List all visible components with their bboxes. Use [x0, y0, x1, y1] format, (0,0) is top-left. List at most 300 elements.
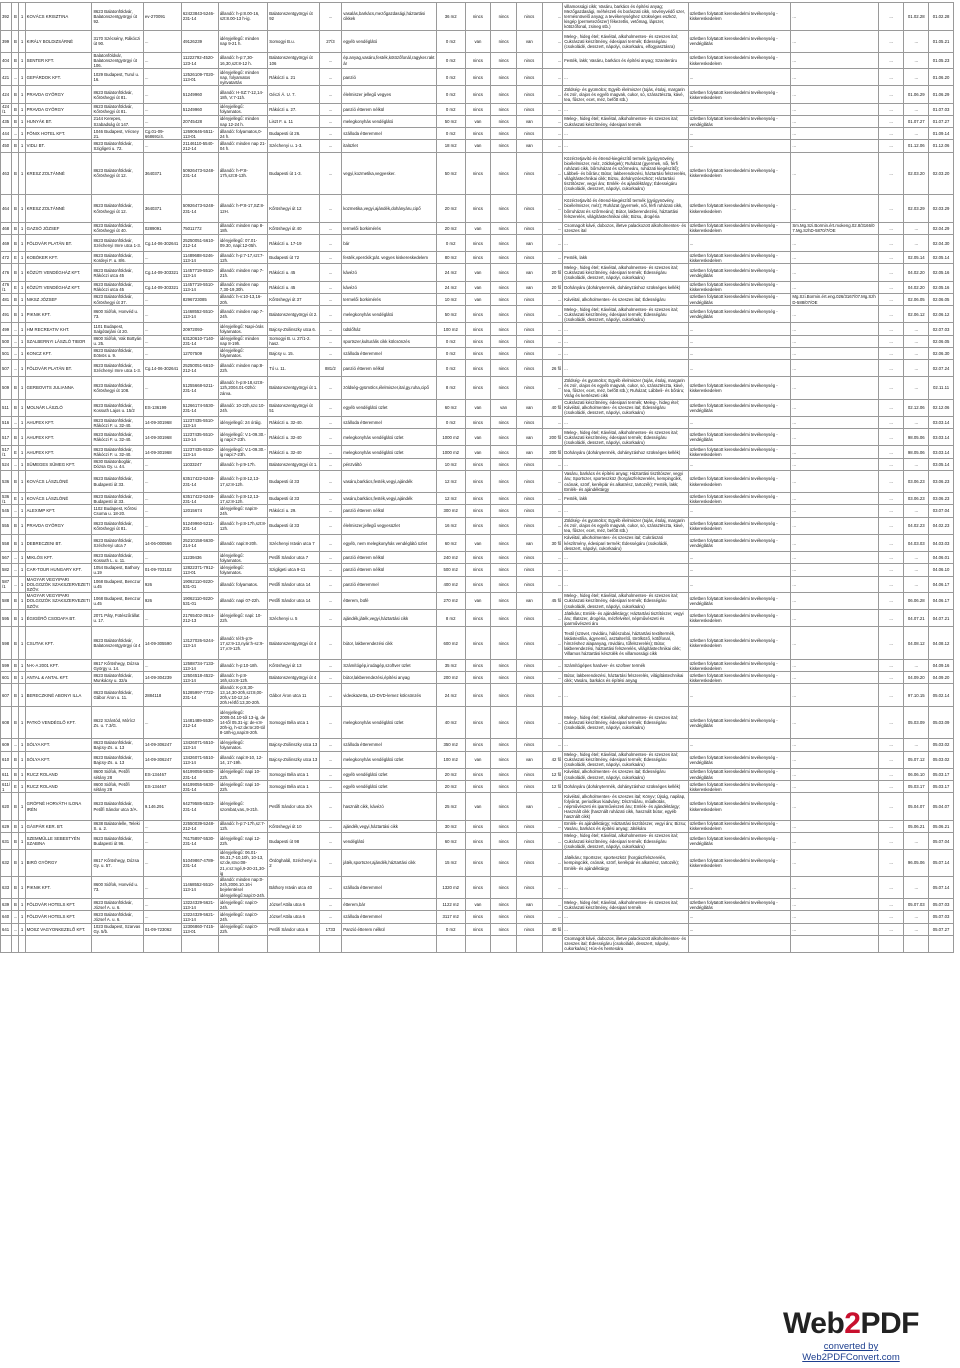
- cell-type: ...: [12, 564, 19, 576]
- cell-reg-no: 607: [1, 684, 12, 706]
- cell-trader-name: GEPÁRDOK KFT.: [25, 69, 92, 86]
- cell-shop-address: Balatonszentgyörgyi út 2.: [268, 306, 319, 323]
- cell-alcohol: van: [465, 222, 491, 234]
- cell-product-list: Kávéital, alkoholmentes- és szeszes ital; Édességáru: [563, 293, 688, 305]
- cell-trader-name: KONCZ KFT.: [25, 347, 92, 359]
- cell-opening-hours: [218, 935, 267, 952]
- cell-trader-name: DEBRECZENI BT.: [25, 534, 92, 551]
- cell-type: ...: [12, 576, 19, 592]
- cell-activity-type: üzletben folytatott kereskedelmi tevékenység - kiskereskedelem: [688, 222, 791, 234]
- cell-music: nincs: [491, 517, 517, 534]
- cell-count: 1: [19, 264, 25, 281]
- cell-type: ...: [12, 458, 19, 470]
- cell-area: 50 m2: [436, 152, 465, 195]
- cell-alcohol: nincs: [465, 69, 491, 86]
- cell-games: nincs: [516, 152, 542, 195]
- cell-opening-hours: állandó: minden nap 7,30-19,30h.: [218, 281, 267, 293]
- cell-shop-address: Rákóczi u. 17-19: [268, 235, 319, 252]
- cell-area: 240 m2: [436, 552, 465, 564]
- cell-count: 1: [19, 739, 25, 751]
- cell-trader-name: SÜMEGES SÜMEG KFT.: [25, 458, 92, 470]
- cell-product-list: Játékáru; Emlék- és ajándéktárgy; Háztartási tisztítószer, vegyi áru; Illatszer, drogéria, mézfelvétel, népművészeti és iparművészeti áru: [563, 610, 688, 627]
- cell-date-registered: 02.05.14: [929, 252, 954, 264]
- cell-music: nincs: [491, 103, 517, 115]
- table-row: [1, 672, 954, 684]
- cell-games: nincs: [516, 417, 542, 429]
- cell-trader-name: NIKSZ JÓZSEF: [25, 293, 92, 305]
- cell-music: nincs: [491, 3, 517, 31]
- cell-reg-no: 463: [1, 152, 12, 195]
- cell-lot-no: ...: [319, 911, 342, 923]
- cell-games: van: [516, 30, 542, 52]
- cell-tax-no: [181, 935, 218, 952]
- cell-count: 1: [19, 672, 25, 684]
- cell-shop-type: vasáru,barkács,festék,vegyi,ajándék: [342, 470, 437, 492]
- cell-type: B: [12, 140, 19, 152]
- cell-count: 1: [19, 534, 25, 551]
- cell-reg-no: 435: [1, 115, 12, 127]
- cell-opening-hours: állandó: h-p:7-17h,sz:7-12h.: [218, 820, 267, 832]
- table-row: [1, 832, 954, 849]
- table-row: [1, 399, 954, 416]
- cell-date-registered: 04.06.10: [929, 564, 954, 576]
- cell-area: 10 m2: [436, 458, 465, 470]
- cell-reg-no: 610: [1, 751, 12, 768]
- cell-seats: ...: [542, 252, 563, 264]
- cell-games: nincs: [516, 347, 542, 359]
- table-row: [1, 534, 954, 551]
- cell-music: nincs: [491, 140, 517, 152]
- table-row: [1, 564, 954, 576]
- cell-reg-no: 609: [1, 739, 12, 751]
- cell-date-modified: 05.03.09: [904, 706, 929, 739]
- cell-tax-no: 12526109-7020-113-01: [181, 69, 218, 86]
- cell-shop-address: Bajcsy-Zsilinszky utca 13: [268, 751, 319, 768]
- cell-date-modified: ...: [904, 335, 929, 347]
- cell-misc: ...: [878, 128, 904, 140]
- table-row: [1, 446, 954, 458]
- cell-opening-hours: idényjellegű: napi:8-24h.: [218, 505, 267, 517]
- cell-music: nincs: [491, 323, 517, 335]
- cell-permit: ...: [791, 115, 878, 127]
- cell-opening-hours: idényjellegű: napi 10-22h.: [218, 781, 267, 793]
- cell-reg-id: 0289091: [143, 222, 181, 234]
- cell-area: 1000 m2: [436, 429, 465, 446]
- cell-activity-type: üzletben folytatott kereskedelmi tevékenység - kiskereskedelem: [688, 252, 791, 264]
- cell-permit: ...: [791, 592, 878, 609]
- cell-reg-id: 14-06-000566: [143, 534, 181, 551]
- cell-permit: ...: [791, 377, 878, 399]
- cell-date-modified: 02.06.05: [904, 293, 929, 305]
- cell-tax-no: 51285997-7722-231-14: [181, 684, 218, 706]
- cell-opening-hours: idényjellegű: folyamatos.: [218, 739, 267, 751]
- cell-reg-id: ...: [143, 911, 181, 923]
- cell-product-list: ...: [563, 69, 688, 86]
- cell-seats: ...: [542, 564, 563, 576]
- cell-tax-no: 11468552-5510-113-14: [181, 876, 218, 898]
- cell-misc: ...: [878, 660, 904, 672]
- cell-alcohol: nincs: [465, 781, 491, 793]
- cell-reg-id: 14-09-301968: [143, 446, 181, 458]
- cell-product-list: Csomagolt kávé, dobozos, illetve palackozott alkoholmentes- és szeszes ital; Édességáru (csokoládé, desszert, nápolyi, cukorkaáru); Hús-és hentesáru: [563, 935, 688, 952]
- cell-opening-hours: idényjellegű: minden nap 9-21 h.: [218, 30, 267, 52]
- cell-lot-no: ...: [319, 235, 342, 252]
- cell-activity-type: üzletben folytatott kereskedelmi tevékenység - kiskereskedelem: [688, 793, 791, 821]
- cell-alcohol: nincs: [465, 417, 491, 429]
- cell-reg-id: ...: [143, 552, 181, 564]
- cell-reg-no: 516: [1, 417, 12, 429]
- cell-tax-no: 64279585-5523-231-14: [181, 793, 218, 821]
- cell-activity-type: üzletben folytatott kereskedelmi tevékenység - vendéglátás: [688, 768, 791, 780]
- cell-tax-no: 13224329-5621-113-14: [181, 911, 218, 923]
- cell-misc: ...: [878, 751, 904, 768]
- cell-trader-address: 8623 Balatonföldvár, Bajcsy-Zs. u. 13: [92, 751, 143, 768]
- cell-alcohol: van: [465, 30, 491, 52]
- cell-count: 1: [19, 52, 25, 68]
- cell-permit: ...: [791, 347, 878, 359]
- cell-music: nincs: [491, 751, 517, 768]
- cell-date-registered: 01.06.29: [929, 86, 954, 103]
- cell-music: nincs: [491, 429, 517, 446]
- cell-shop-type: bútor, lakberendezési cikk: [342, 627, 437, 660]
- cell-shop-address: Balatonszentgyörgyi út 1.: [268, 458, 319, 470]
- cell-activity-type: üzletben folytatott kereskedelmi tevékenység - vendéglátás: [688, 115, 791, 127]
- cell-reg-no: 392: [1, 3, 12, 31]
- cell-reg-id: ...: [143, 470, 181, 492]
- cell-music: nincs: [491, 876, 517, 898]
- cell-type: B: [12, 377, 19, 399]
- cell-product-list: Meleg-, hideg étel; Kávéital, alkoholmentes- és szeszes ital; Cukrászati készítmény, édesipari termék; Édességáru (csokoládé, desszert, nápolyi, cukorkaáru): [563, 264, 688, 281]
- cell-misc: ...: [878, 429, 904, 446]
- cell-music: nincs: [491, 417, 517, 429]
- cell-lot-no: ...: [319, 140, 342, 152]
- cell-shop-address: [268, 935, 319, 952]
- cell-area: 16 m2: [436, 517, 465, 534]
- table-row: [1, 660, 954, 672]
- cell-date-modified: 04.02.20: [904, 264, 929, 281]
- cell-opening-hours: állandó: K-p:8,30-13,14,30-20h,szt:8,00-20h,v:10-12,14-20h.Hétfő:13,30-20h.: [218, 684, 267, 706]
- cell-count: 1: [19, 552, 25, 564]
- cell-type: B: [12, 534, 19, 551]
- cell-alcohol: nincs: [465, 876, 491, 898]
- cell-shop-address: Rákóczi u. 29.: [268, 505, 319, 517]
- cell-reg-no: 476: [1, 264, 12, 281]
- table-row: [1, 493, 954, 505]
- cell-alcohol: nincs: [465, 3, 491, 31]
- cell-activity-type: üzletben folytatott kereskedelmi tevékenység - kiskereskedelem: [688, 52, 791, 68]
- cell-type: B: [12, 399, 19, 416]
- cell-tax-no: 25210158-5630-214-14: [181, 534, 218, 551]
- cell-type: B: [12, 751, 19, 768]
- cell-shop-address: Kőröshegyi út 12: [268, 195, 319, 223]
- cell-shop-type: szálloda étteremmel: [342, 876, 437, 898]
- table-row: [1, 592, 954, 609]
- table-row: [1, 69, 954, 86]
- cell-lot-no: ...: [319, 306, 342, 323]
- cell-date-registered: 03.06.23: [929, 470, 954, 492]
- cell-shop-address: Ördöghalál, Széchenyi u. 2: [268, 850, 319, 876]
- cell-shop-address: Széchenyi u. 5: [268, 610, 319, 627]
- cell-reg-no: 517/1: [1, 446, 12, 458]
- cell-product-list: Játékáru; Sportszer, sporteszköz (horgászfelszerelés, kempingcikk, csónak, szörf, kerékpár és alkatrész, tartozék); Emlék- és ajándéktárgy: [563, 850, 688, 876]
- cell-tax-no: 63120610-7140-231-14: [181, 335, 218, 347]
- cell-date-modified: ...: [904, 923, 929, 935]
- cell-reg-id: [143, 935, 181, 952]
- cell-permit: ...: [791, 832, 878, 849]
- cell-reg-id: 14-09-301968: [143, 429, 181, 446]
- cell-lot-no: ...: [319, 768, 342, 780]
- cell-shop-address: Balatonszentgyörgyi út 1.: [268, 377, 319, 399]
- cell-lot-no: ...: [319, 899, 342, 911]
- cell-seats: 30 fő: [542, 534, 563, 551]
- cell-reg-no: 464: [1, 195, 12, 223]
- cell-count: 1: [19, 505, 25, 517]
- cell-activity-type: üzletben folytatott kereskedelmi tevékenység - kiskereskedelem: [688, 672, 791, 684]
- cell-reg-no: 536: [1, 470, 12, 492]
- cell-reg-no: 608: [1, 706, 12, 739]
- cell-product-list: Dohányáru (dohánytermék, dohányzáshoz szükséges kellék): [563, 781, 688, 793]
- cell-reg-no: 481: [1, 293, 12, 305]
- cell-games: nincs: [516, 86, 542, 103]
- cell-area: 8 m2: [436, 377, 465, 399]
- cell-type: [12, 935, 19, 952]
- cell-reg-id: ...: [143, 140, 181, 152]
- cell-permit: ...: [791, 576, 878, 592]
- table-row: [1, 30, 954, 52]
- cell-reg-id: ...: [143, 115, 181, 127]
- cell-activity-type: üzletben folytatott kereskedelmi tevékenység - vendéglátás: [688, 264, 791, 281]
- cell-alcohol: van: [465, 534, 491, 551]
- cell-tax-no: 51255668-5211-231-14: [181, 377, 218, 399]
- cell-alcohol: van: [465, 264, 491, 281]
- cell-permit: ...: [791, 195, 878, 223]
- cell-count: 1: [19, 103, 25, 115]
- cell-activity-type: ...: [688, 128, 791, 140]
- cell-product-list: ...: [563, 417, 688, 429]
- cell-reg-id: ...: [143, 610, 181, 627]
- cell-type: ...: [12, 360, 19, 377]
- cell-alcohol: nincs: [465, 152, 491, 195]
- cell-trader-address: 8623 Balatonföldvár, Kőröshegyi út 108.: [92, 377, 143, 399]
- web2pdf-logo[interactable]: [776, 1307, 926, 1363]
- cell-seats: ...: [542, 706, 563, 739]
- cell-date-modified: ...: [904, 52, 929, 68]
- cell-reg-no: 499: [1, 323, 12, 335]
- table-row: [1, 576, 954, 592]
- cell-permit: ...: [791, 610, 878, 627]
- cell-permit: ...: [791, 505, 878, 517]
- cell-trader-address: 8623 Balatonföldvár, Rákóczi F. u. 32-40.: [92, 429, 143, 446]
- cell-lot-no: ...: [319, 399, 342, 416]
- cell-count: 1: [19, 820, 25, 832]
- cell-date-registered: 05.06.21: [929, 820, 954, 832]
- cell-trader-address: 8623 Balatonföldvár, Kőröshegyi út 37.: [92, 293, 143, 305]
- cell-trader-name: SZEMMÜLLE SEBESTYÉN SZABINA: [25, 832, 92, 849]
- cell-opening-hours: állandó: H-SZ:7-12,14-18h, V:7-11h.: [218, 86, 267, 103]
- cell-trader-address: 2071 Páty, Fütészőrállat u. 17.: [92, 610, 143, 627]
- cell-count: 1: [19, 222, 25, 234]
- table-row: [1, 222, 954, 234]
- cell-reg-id: ...: [143, 876, 181, 898]
- cell-shop-address: Somogyi B.u.: [268, 30, 319, 52]
- cell-count: 1: [19, 252, 25, 264]
- cell-type: B: [12, 306, 19, 323]
- cell-area: 24 m2: [436, 264, 465, 281]
- cell-lot-no: ...: [319, 660, 342, 672]
- cell-music: nincs: [491, 793, 517, 821]
- cell-type: ...: [12, 347, 19, 359]
- table-row: [1, 935, 954, 952]
- cell-date-registered: 04.07.21: [929, 610, 954, 627]
- cell-reg-id: 01-09-703102: [143, 564, 181, 576]
- cell-music: nincs: [491, 610, 517, 627]
- cell-date-registered: 03.03.14: [929, 446, 954, 458]
- cell-misc: ...: [878, 781, 904, 793]
- cell-games: nincs: [516, 832, 542, 849]
- cell-activity-type: üzletben folytatott kereskedelmi tevékenység - kiskereskedelem: [688, 493, 791, 505]
- cell-trader-name: AHUFEX KFT.: [25, 417, 92, 429]
- cell-seats: ...: [542, 152, 563, 195]
- cell-opening-hours: állandó: h-p:8-16h,szo:8-12h.: [218, 672, 267, 684]
- cell-permit: ...: [791, 458, 878, 470]
- cell-date-registered: 03.06.23: [929, 493, 954, 505]
- cell-trader-address: 8623 Balatonföldvár, Kossuth Lajos u. 15/2: [92, 399, 143, 416]
- cell-date-modified: 04.09.20: [904, 672, 929, 684]
- cell-reg-no: 536/1: [1, 493, 12, 505]
- cell-shop-type: szálloda étteremmel: [342, 128, 437, 140]
- table-row: [1, 552, 954, 564]
- cell-misc: ...: [878, 264, 904, 281]
- cell-product-list: Cukrászati készítmény, édesipari termék; Meleg-, hideg étel; Kávéital, alkoholmentes- és szeszes ital; Édességáru (csokoládé, desszert, nápolyi, cukorkaáru): [563, 399, 688, 416]
- cell-activity-type: ...: [688, 417, 791, 429]
- cell-type: B: [12, 820, 19, 832]
- cell-date-registered: 02.06.05: [929, 293, 954, 305]
- cell-shop-address: Budapesti út 33: [268, 470, 319, 492]
- cell-count: 1: [19, 323, 25, 335]
- cell-misc: ...: [878, 911, 904, 923]
- cell-alcohol: nincs: [465, 195, 491, 223]
- cell-reg-id: Cg.14-09-303321: [143, 281, 181, 293]
- cell-count: 1: [19, 899, 25, 911]
- cell-date-modified: ...: [904, 103, 929, 115]
- cell-shop-type: [342, 935, 437, 952]
- cell-count: 1: [19, 399, 25, 416]
- cell-date-modified: 06.06.10: [904, 768, 929, 780]
- cell-type: ...: [12, 923, 19, 935]
- cell-lot-no: ...: [319, 781, 342, 793]
- cell-area: 100 m2: [436, 751, 465, 768]
- cell-shop-address: Petőfi Sándor utca 3/A: [268, 793, 319, 821]
- cell-permit: ...: [791, 768, 878, 780]
- cell-misc: ...: [878, 306, 904, 323]
- cell-reg-id: ...: [143, 323, 181, 335]
- cell-trader-address: 8623 Balatonföldvár, József A. u. 6.: [92, 899, 143, 911]
- cell-games: van: [516, 399, 542, 416]
- cell-count: 1: [19, 335, 25, 347]
- cell-trader-name: CSUTAK KFT.: [25, 627, 92, 660]
- cell-seats: ...: [542, 306, 563, 323]
- cell-reg-no: 469: [1, 235, 12, 252]
- cell-misc: ...: [878, 446, 904, 458]
- cell-lot-no: ...: [319, 832, 342, 849]
- cell-shop-address: Tó u. 11.: [268, 360, 319, 377]
- cell-product-list: villamossági cikk; Vasáru, barkács és építési anyag; Mezőgazdasági, méhészeti és borászati cikk, növényvédő szer, termésnövelő anyag; a tevékenységhez szükséges eszköz, kisgép (permetezőszer) fékezetlis, vetőmag, lápszer, kötözőfonal, zsineg stb.): [563, 3, 688, 31]
- cell-opening-hours: állandó: h-p:8.00-16, szt:8.00-13 h-ig.: [218, 3, 267, 31]
- cell-trader-address: 8623 Balatonföldvár, Balatonszentgyörgyi út 4: [92, 627, 143, 660]
- cell-permit: ...: [791, 820, 878, 832]
- table-row: [1, 347, 954, 359]
- cell-shop-type: ajándék,játék,vegyi,háztartási cikk: [342, 610, 437, 627]
- cell-reg-no: 595: [1, 610, 12, 627]
- table-row: [1, 417, 954, 429]
- cell-music: nincs: [491, 564, 517, 576]
- cell-trader-name: KIRÁLY BOLDIZSÁRNÉ: [25, 30, 92, 52]
- cell-tax-no: 11237435-5510-113-14: [181, 417, 218, 429]
- cell-lot-no: ...: [319, 323, 342, 335]
- cell-area: 0 m2: [436, 128, 465, 140]
- cell-trader-name: KOVÁCS LÁSZLÓNÉ: [25, 493, 92, 505]
- cell-trader-name: KÖZÚTI VENDÉGHÁZ KFT.: [25, 264, 92, 281]
- cell-trader-address: 8600 Siófok, Honvéd u. 73.: [92, 306, 143, 323]
- cell-opening-hours: idényjellegű: 24 óráig.: [218, 417, 267, 429]
- converted-by-link[interactable]: converted by Web2PDFConvert.com: [802, 1341, 900, 1363]
- cell-reg-no: 500: [1, 335, 12, 347]
- cell-area: 80 m2: [436, 252, 465, 264]
- cell-trader-address: 8617 Kőröshegy, Dózsa György u. 14.: [92, 660, 143, 672]
- cell-reg-no: 545: [1, 505, 12, 517]
- cell-permit: ...: [791, 281, 878, 293]
- cell-area: 50 m2: [436, 306, 465, 323]
- cell-date-modified: 04.08.12: [904, 627, 929, 660]
- cell-area: 1122 m2: [436, 899, 465, 911]
- cell-reg-id: ...: [143, 347, 181, 359]
- table-row: [1, 820, 954, 832]
- cell-date-registered: 03.07.04: [929, 505, 954, 517]
- cell-date-modified: 02.03.20: [904, 152, 929, 195]
- cell-misc: ...: [878, 115, 904, 127]
- table-row: [1, 377, 954, 399]
- cell-music: nincs: [491, 899, 517, 911]
- cell-type: B: [12, 899, 19, 911]
- table-row: [1, 360, 954, 377]
- cell-music: nincs: [491, 115, 517, 127]
- cell-activity-type: üzletben folytatott kereskedelmi tevékenység - vendéglátás: [688, 899, 791, 911]
- cell-reg-id: ES-136199: [143, 399, 181, 416]
- cell-area: 500 m2: [436, 564, 465, 576]
- cell-shop-address: Budapesti út 72: [268, 252, 319, 264]
- cell-misc: ...: [878, 592, 904, 609]
- cell-reg-no: 450: [1, 140, 12, 152]
- cell-alcohol: nincs: [465, 923, 491, 935]
- cell-activity-type: üzletben folytatott kereskedelmi tevékenység - vendéglátás: [688, 592, 791, 609]
- cell-seats: ...: [542, 222, 563, 234]
- cell-product-list: Zöldség- és gyümölcs; Egyéb élelmiszer (tojás, étolaj, margarin és zsír, olajos és egyéb magvak, cukor, só, száraztészta, kávé, tea, fűszer, ecet, méz, befőtt stb.); Ruházat; Lábbeli- és bőráru; Virág és kertészeti cikk: [563, 377, 688, 399]
- cell-tax-no: 11457719-5510-113-14: [181, 264, 218, 281]
- cell-trader-address: 8630 Balatonboglár, Dózsa Gy. u. 44.: [92, 458, 143, 470]
- cell-permit: ...: [791, 876, 878, 898]
- cell-date-registered: 02.07.24: [929, 360, 954, 377]
- cell-alcohol: nincs: [465, 576, 491, 592]
- cell-music: nincs: [491, 739, 517, 751]
- cell-date-registered: 01.09.14: [929, 128, 954, 140]
- cell-area: 0 m2: [436, 69, 465, 86]
- cell-tax-no: 20745428: [181, 115, 218, 127]
- cell-tax-no: 49126239: [181, 30, 218, 52]
- cell-alcohol: nincs: [465, 627, 491, 660]
- cell-misc: ...: [878, 52, 904, 68]
- cell-trader-address: 8623 Balatonföldvár, Kossuth L. u. 11.: [92, 552, 143, 564]
- cell-tax-no: 50926473-5248-231-14: [181, 195, 218, 223]
